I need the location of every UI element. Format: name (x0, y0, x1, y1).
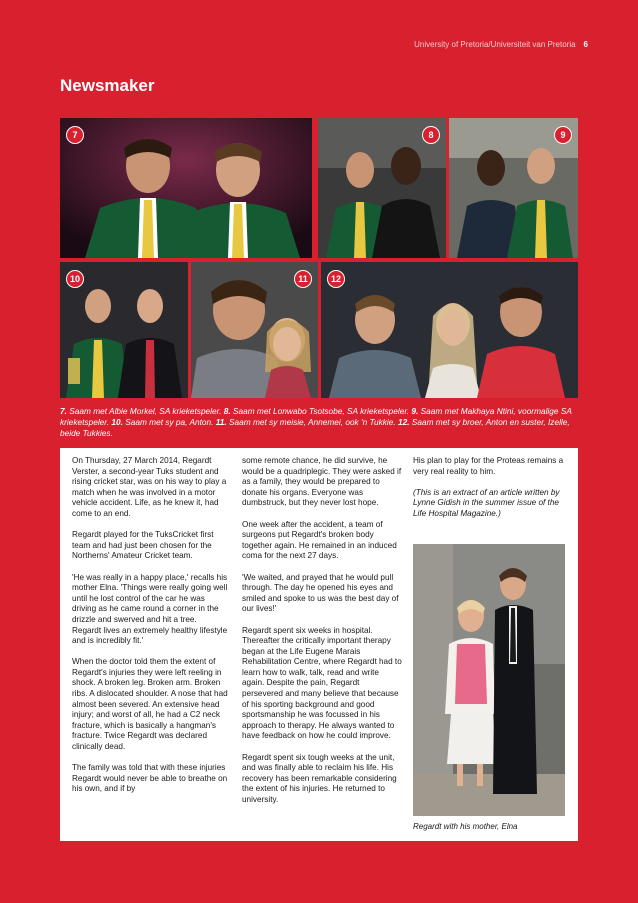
photo-number-badge: 9 (554, 126, 572, 144)
photo-number-badge: 12 (327, 270, 345, 288)
article-column-2 (242, 456, 402, 816)
photo-8 (318, 118, 446, 258)
caption-number: 12. (397, 417, 410, 427)
section-title: Newsmaker (60, 76, 155, 95)
photo-12 (321, 262, 578, 398)
caption-number: 11. (215, 417, 227, 427)
paragraph: Regardt spent six weeks in hospital. Thereafter the critically important therapy began at the Life Eugene Marais Rehabilitation Centre, where Regardt had to learn how to walk, talk, read and write again. Despite the pain, Regardt persevered and many believe that because of his sporting background and good sportsmanship he was focussed in his approach to therapy. He always wanted to have feedback on how he could improve. (242, 625, 402, 741)
figure-caption: Regardt with his mother, Elna (413, 822, 518, 831)
caption-text: Saam met sy meisie, Annemei, ook 'n Tukkie. (226, 417, 398, 427)
caption-text: Saam met sy broer, Anton en suster, Izelle, beide Tukkies. (60, 417, 570, 438)
paragraph: On Thursday, 27 March 2014, Regardt Verster, a second-year Tuks student and rising cricket star, was on his way to play a match when he was involved in a motor vehicle accident. Life, as he knew it, had come to an end. (72, 456, 227, 518)
paragraph: Regardt played for the TuksCricket first team and had just been chosen for the Northerns' Amateur Cricket team. (72, 530, 214, 561)
caption-text: Saam met Makhaya Ntini, voormalige SA krieketspeler. (60, 406, 572, 427)
paragraph: The family was told that with these injuries Regardt would never be able to breathe on his own, and if by (72, 763, 228, 794)
paragraph: 'We waited, and prayed that he would pull through. The day he opened his eyes and smiled and spoke to us was the best day of our lives!' (242, 572, 399, 614)
paragraph: When the doctor told them the extent of Regardt's injuries they were left reeling in shock. A broken leg. Broken arm. Broken ribs. A dislocated shoulder. A nose that had almost been severed. An extensive head injury; and worst of all, he had a C2 neck fracture, which is basically a hangman's fracture. Twice Regardt was declared clinically dead. (72, 657, 228, 752)
photo-three-siblings-icon (321, 262, 578, 398)
page-number: 6 (583, 40, 588, 49)
paragraph: Regardt spent six tough weeks at the unit, and was finally able to reclaim his life. His recovery has been remarkable considering the extent of his injuries. He returned to university. (242, 752, 397, 804)
caption-number: 10. (111, 417, 123, 427)
article-panel (60, 448, 578, 841)
photo-number-badge: 7 (66, 126, 84, 144)
photo-mother-and-son-icon (413, 544, 565, 816)
photo-number-badge: 8 (422, 126, 440, 144)
article-column-3 (413, 456, 567, 530)
paragraph: some remote chance, he did survive, he would be a quadriplegic. They were asked if as a family, they would be prepared to donate his organs. Everyone was dumbstruck, but they never lost hope. (242, 456, 402, 508)
mother-son-photo (413, 544, 565, 816)
article-column-1 (72, 456, 228, 806)
photo-9 (449, 118, 578, 258)
caption-text: Saam met Lonwabo Tsotsobe, SA krieketspeler. (230, 406, 412, 416)
caption-number: 9. (411, 406, 419, 416)
photo-10 (60, 262, 188, 398)
header-university: University of Pretoria/Universiteit van Pretoria (414, 40, 576, 49)
photo-number-badge: 10 (66, 270, 84, 288)
extract-note: (This is an extract of an article written by Lynne Gidish in the summer issue of the Life Hospital Magazine.) (413, 487, 560, 518)
caption-text: Saam met sy pa, Anton. (122, 417, 216, 427)
paragraph: One week after the accident, a team of surgeons put Regardt's broken body together again. He remained in an induced coma for the next 27 days. (242, 519, 397, 561)
caption-number: 8. (223, 406, 231, 416)
photo-caption (60, 406, 578, 439)
photo-7 (60, 118, 312, 258)
photo-11 (191, 262, 318, 398)
running-header (414, 40, 588, 49)
paragraph: His plan to play for the Proteas remains a very real reality to him. (413, 456, 564, 476)
paragraph: 'He was really in a happy place,' recalls his mother Elna. 'Things were really going well until he lost control of the car he was driving as he came round a corner in the drizzle and swerved and hit a tree. Regardt lives an extremely healthy lifestyle and is incredibly fit.' (72, 572, 228, 646)
caption-number: 7. (60, 406, 67, 416)
photo-two-cricketers-blazers-icon (60, 118, 312, 258)
photo-number-badge: 11 (294, 270, 312, 288)
caption-text: Saam met Albie Morkel, SA krieketspeler. (66, 406, 224, 416)
